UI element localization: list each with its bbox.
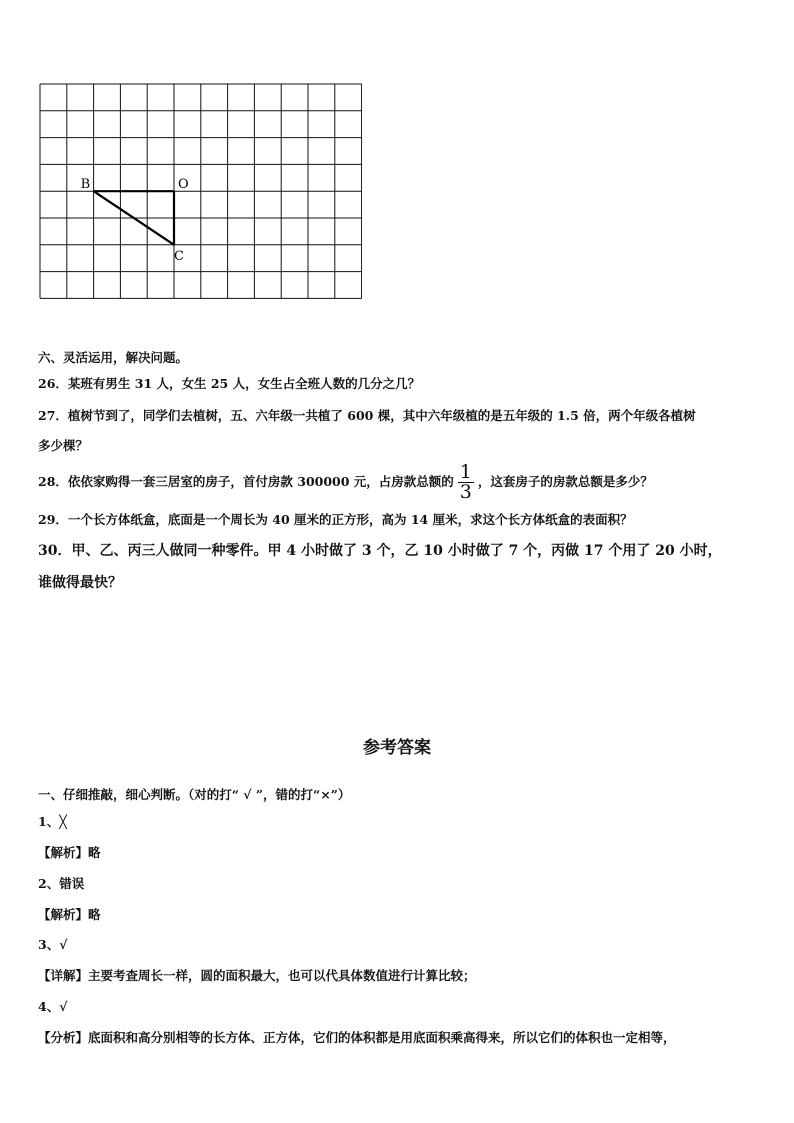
fraction-denominator: 3 xyxy=(459,481,472,503)
answer-1: 1、╳ xyxy=(38,814,67,829)
point-label-b: B xyxy=(80,177,91,193)
grid-figure xyxy=(38,82,362,338)
answer-2: 2、错误 xyxy=(38,876,85,891)
question-28 xyxy=(38,463,653,502)
answer-1-note: 【解析】略 xyxy=(38,845,101,860)
question-30-line2: 谁做得最快？ xyxy=(38,575,122,591)
question-30-line1: 30．甲、乙、丙三人做同一种零件。甲 4 小时做了 3 个，乙 10 小时做了 7 个，丙做 17 个用了 20 小时， xyxy=(38,543,722,559)
answer-3-note: 【详解】主要考查周长一样，圆的面积最大，也可以代具体数值进行计算比较； xyxy=(38,968,476,983)
answer-2-note: 【解析】略 xyxy=(38,907,101,922)
question-28-tail: ，这套房子的房款总额是多少？ xyxy=(477,474,653,489)
section6-heading: 六、灵活运用，解决问题。 xyxy=(38,350,189,365)
fraction-one-third xyxy=(458,463,474,502)
fraction-numerator: 1 xyxy=(459,461,472,483)
answer-4: 4、√ xyxy=(38,999,68,1014)
answers-title: 参考答案 xyxy=(363,738,431,758)
question-27-line2: 多少棵？ xyxy=(38,438,89,453)
answer-3: 3、√ xyxy=(38,937,68,952)
question-29: 29．一个长方体纸盒，底面是一个周长为 40 厘米的正方形，高为 14 厘米，求这个长方体纸盒的表面积？ xyxy=(38,512,633,527)
question-27-line1: 27．植树节到了，同学们去植树，五、六年级一共植了 600 棵，其中六年级植的是五年级的 1.5 倍，两个年级各植树 xyxy=(38,408,696,423)
question-26: 26．某班有男生 31 人，女生 25 人，女生占全班人数的几分之几？ xyxy=(38,376,421,391)
answer-4-note: 【分析】底面积和高分别相等的长方体、正方体，它们的体积都是用底面积乘高得来，所以它们的体积也一定相等， xyxy=(38,1030,676,1045)
question-28-text: 28．依依家购得一套三居室的房子，首付房款 300000 元，占房款总额的 xyxy=(38,474,454,489)
point-label-c: C xyxy=(174,248,184,264)
point-label-o: O xyxy=(178,177,189,193)
answers-section1-heading: 一、仔细推敲，细心判断。（对的打“ √ ”，错的打“×”） xyxy=(38,787,351,802)
